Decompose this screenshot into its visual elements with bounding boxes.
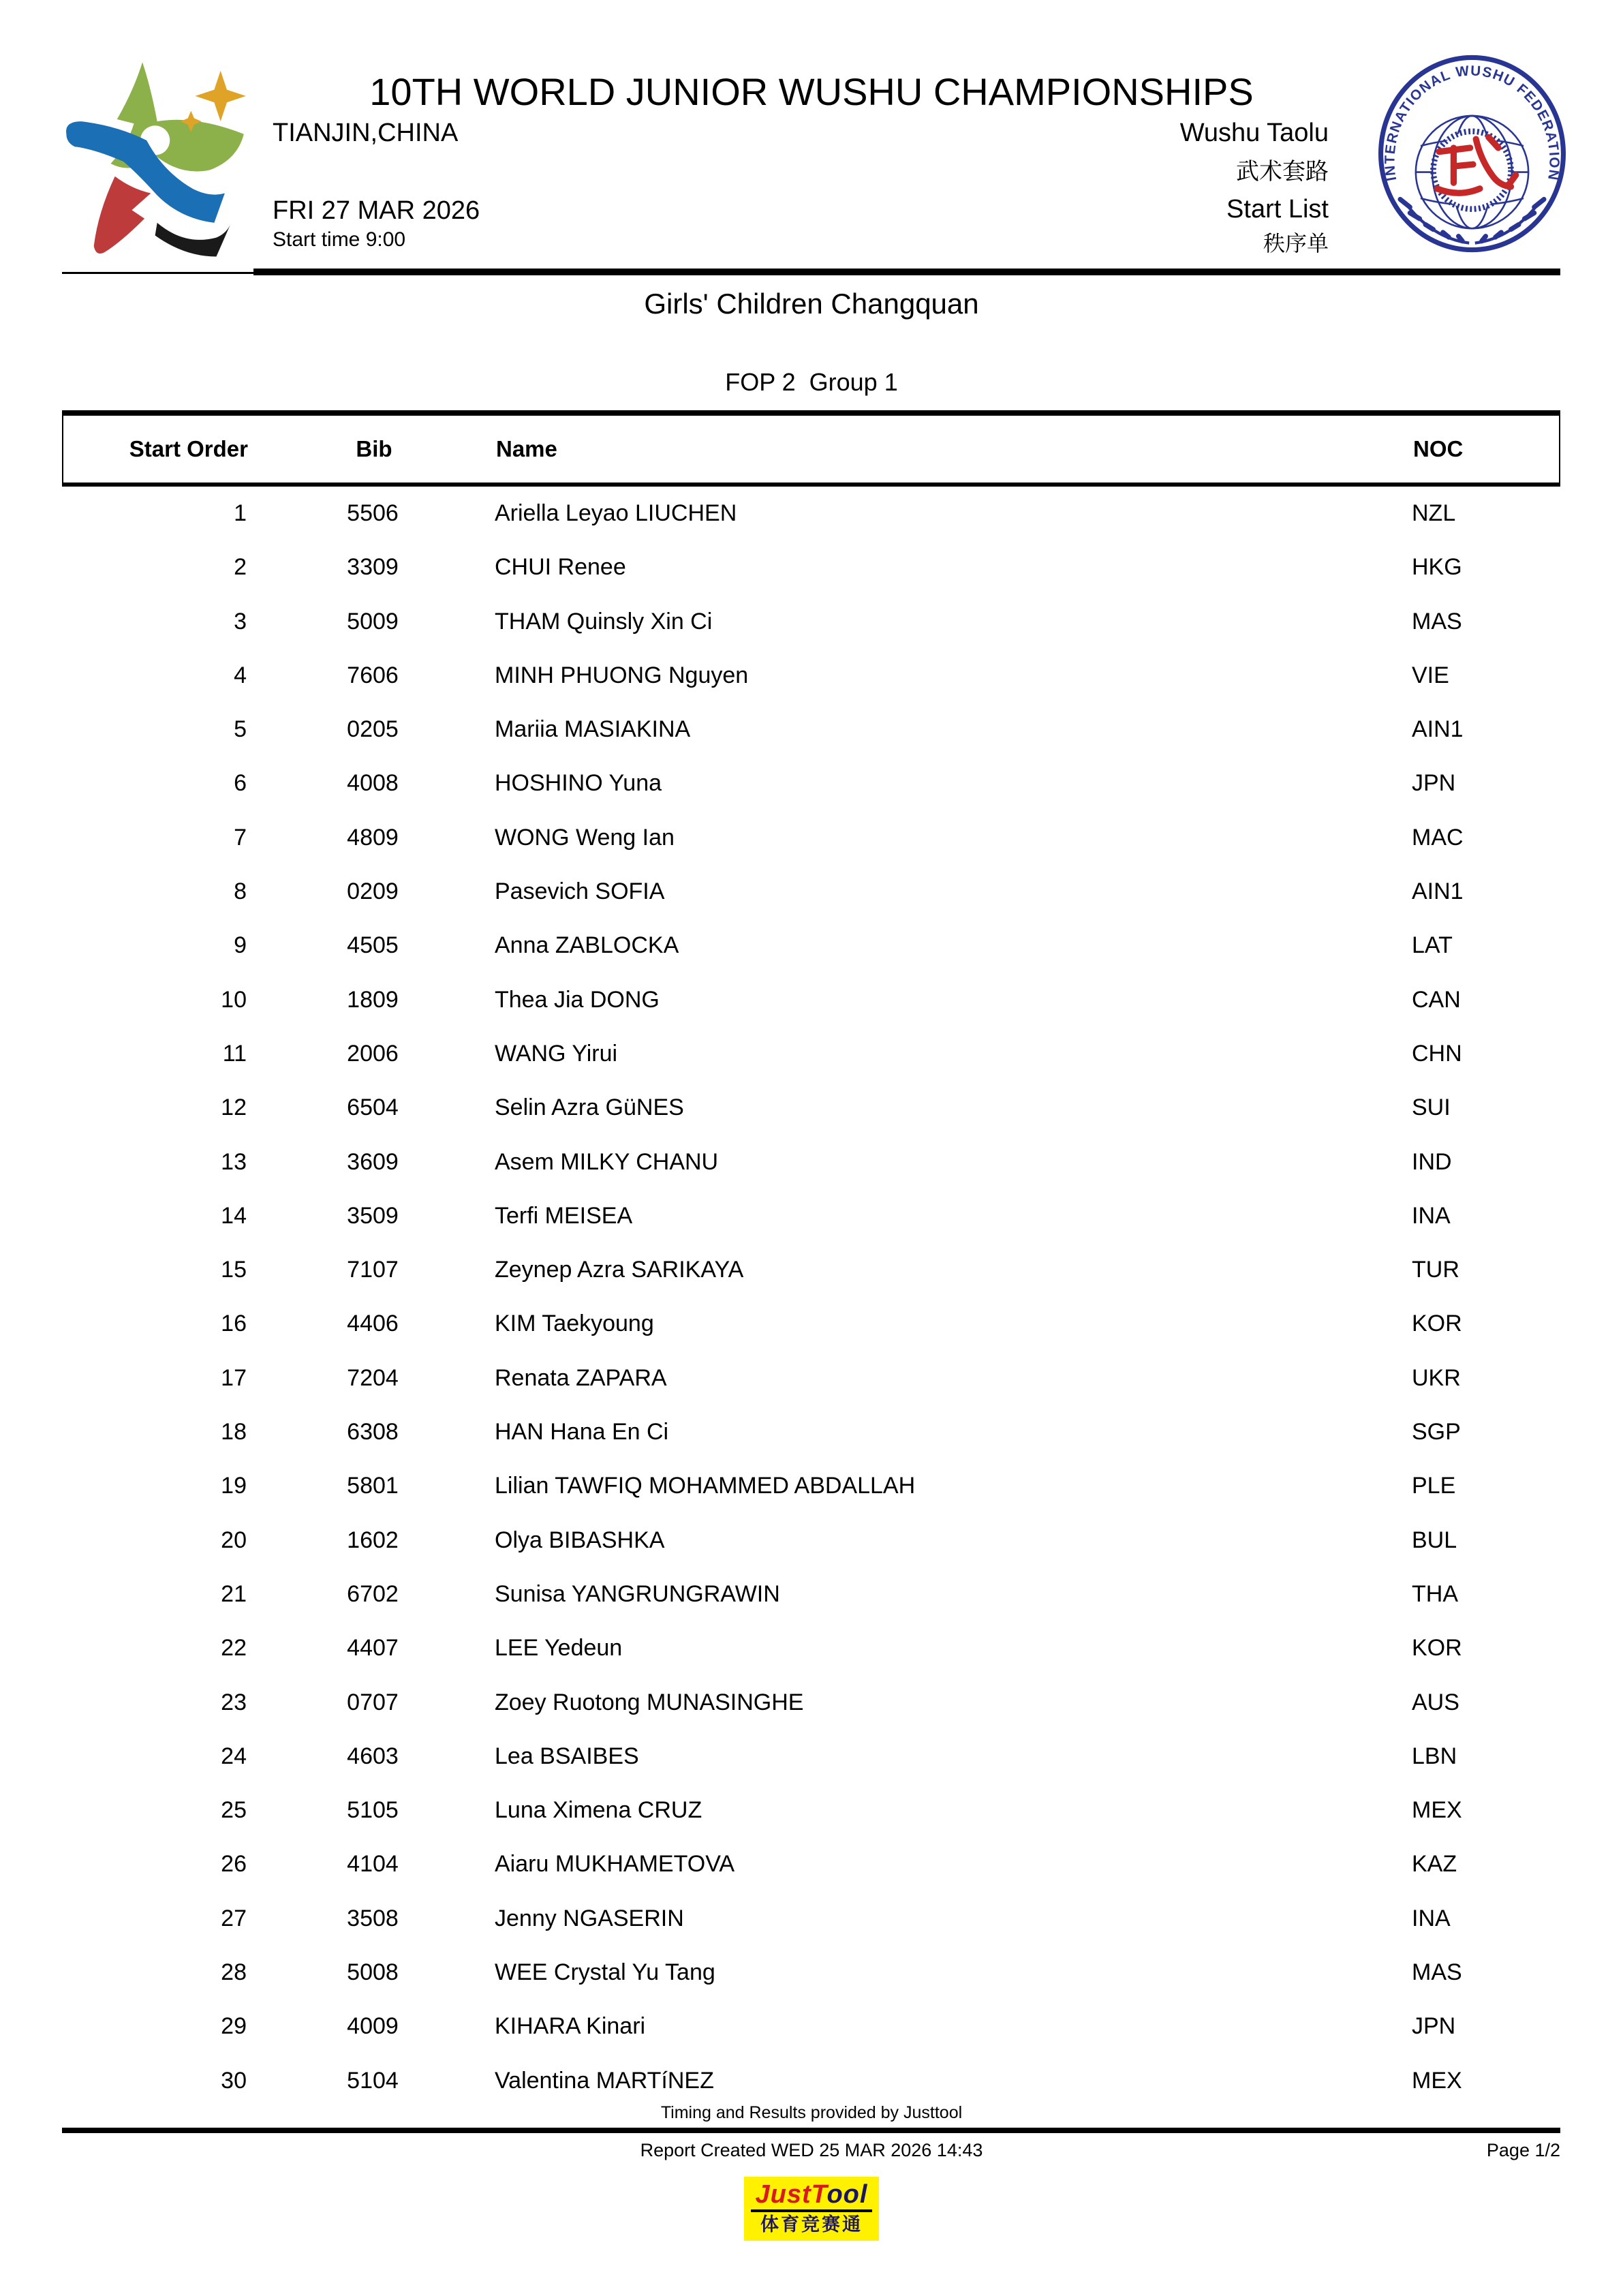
cell-order: 27 — [221, 1905, 247, 1931]
cell-name: Ariella Leyao LIUCHEN — [495, 500, 737, 526]
cell-noc: MEX — [1412, 2067, 1462, 2094]
cell-order: 16 — [221, 1311, 247, 1337]
cell-bib: 6308 — [347, 1419, 399, 1445]
discipline-en: Wushu Taolu — [1179, 119, 1329, 147]
table-row — [62, 919, 1560, 973]
cell-order: 29 — [221, 2013, 247, 2040]
cell-name: Terfi MEISEA — [495, 1202, 633, 1229]
cell-bib: 4104 — [347, 1851, 399, 1878]
cell-bib: 1602 — [347, 1527, 399, 1553]
cell-order: 8 — [234, 878, 247, 905]
cell-bib: 4009 — [347, 2013, 399, 2040]
cell-order: 10 — [221, 986, 247, 1013]
cell-bib: 4407 — [347, 1635, 399, 1662]
table-row — [62, 1297, 1560, 1351]
cell-noc: AIN1 — [1412, 878, 1464, 905]
cell-noc: MEX — [1412, 1797, 1462, 1824]
table-row — [62, 703, 1560, 756]
cell-order: 4 — [234, 662, 247, 688]
cell-name: WANG Yirui — [495, 1040, 618, 1067]
table-header — [62, 410, 1560, 487]
event-title: Girls' Children Changquan — [644, 288, 979, 320]
cell-order: 23 — [221, 1689, 247, 1715]
table-row — [62, 649, 1560, 703]
table-row — [62, 1405, 1560, 1459]
cell-order: 12 — [221, 1095, 247, 1121]
cell-bib: 5105 — [347, 1797, 399, 1824]
cell-name: HOSHINO Yuna — [495, 770, 662, 797]
cell-name: Thea Jia DONG — [495, 986, 660, 1013]
cell-name: KIM Taekyoung — [495, 1311, 654, 1337]
table-row — [62, 1243, 1560, 1297]
cell-name: Luna Ximena CRUZ — [495, 1797, 702, 1824]
cell-noc: HKG — [1412, 554, 1462, 581]
cell-bib: 3508 — [347, 1905, 399, 1931]
cell-order: 20 — [221, 1527, 247, 1553]
cell-noc: KAZ — [1412, 1851, 1457, 1878]
table-row — [62, 756, 1560, 810]
cell-noc: MAS — [1412, 1959, 1462, 1986]
cell-noc: JPN — [1412, 2013, 1456, 2040]
cell-bib: 6702 — [347, 1580, 399, 1607]
cell-bib: 7606 — [347, 662, 399, 688]
table-row — [62, 1514, 1560, 1567]
page-number: Page 1/2 — [1486, 2140, 1560, 2160]
cell-noc: AUS — [1412, 1689, 1459, 1715]
page-title: 10TH WORLD JUNIOR WUSHU CHAMPIONSHIPS — [369, 70, 1254, 113]
iwuf-logo — [1375, 53, 1569, 254]
start-time: Start time 9:00 — [273, 228, 406, 251]
cell-order: 7 — [234, 824, 247, 851]
cell-name: Pasevich SOFIA — [495, 878, 665, 905]
cell-order: 18 — [221, 1419, 247, 1445]
cell-bib: 3509 — [347, 1202, 399, 1229]
justtool-chinese: 体育竞赛通 — [760, 2214, 863, 2235]
cell-name: Selin Azra GüNES — [495, 1095, 684, 1121]
cell-bib: 7204 — [347, 1364, 399, 1391]
cell-name: Renata ZAPARA — [495, 1364, 667, 1391]
cell-order: 13 — [221, 1148, 247, 1175]
cell-name: Anna ZABLOCKA — [495, 932, 679, 959]
cell-noc: LAT — [1412, 932, 1453, 959]
cell-bib: 4008 — [347, 770, 399, 797]
cell-bib: 3309 — [347, 554, 399, 581]
cell-noc: UKR — [1412, 1364, 1461, 1391]
cell-noc: CAN — [1412, 986, 1461, 1013]
event-location: TIANJIN,CHINA — [273, 119, 459, 147]
table-row — [62, 595, 1560, 649]
cell-order: 24 — [221, 1743, 247, 1769]
cell-name: KIHARA Kinari — [495, 2013, 646, 2040]
cell-name: MINH PHUONG Nguyen — [495, 662, 749, 688]
doc-type-zh: 秩序单 — [1263, 231, 1329, 256]
cell-name: Sunisa YANGRUNGRAWIN — [495, 1580, 780, 1607]
footer-divider — [62, 2128, 1560, 2133]
table-row — [62, 1784, 1560, 1837]
cell-order: 2 — [234, 554, 247, 581]
session-label: FOP 2 Group 1 — [725, 368, 898, 396]
header-divider-thin — [62, 272, 253, 274]
cell-name: Lilian TAWFIQ MOHAMMED ABDALLAH — [495, 1473, 916, 1499]
cell-noc: VIE — [1412, 662, 1449, 688]
cell-order: 6 — [234, 770, 247, 797]
cell-noc: INA — [1412, 1905, 1451, 1931]
cell-order: 3 — [234, 608, 247, 634]
cell-order: 25 — [221, 1797, 247, 1824]
cell-noc: LBN — [1412, 1743, 1457, 1769]
cell-name: Olya BIBASHKA — [495, 1527, 665, 1553]
start-list-rows — [62, 487, 1560, 2108]
cell-order: 28 — [221, 1959, 247, 1986]
cell-bib: 0209 — [347, 878, 399, 905]
cell-name: WONG Weng Ian — [495, 824, 675, 851]
table-row — [62, 1027, 1560, 1081]
justtool-logo — [744, 2177, 879, 2241]
cell-noc: CHN — [1412, 1040, 1462, 1067]
table-row — [62, 811, 1560, 865]
report-created: Report Created WED 25 MAR 2026 14:43 — [640, 2140, 983, 2160]
cell-noc: MAC — [1412, 824, 1464, 851]
cell-noc: SUI — [1412, 1095, 1451, 1121]
cell-order: 9 — [234, 932, 247, 959]
cell-order: 11 — [222, 1040, 247, 1067]
table-row — [62, 2054, 1560, 2108]
cell-bib: 7107 — [347, 1257, 399, 1283]
table-row — [62, 1946, 1560, 2000]
cell-name: Mariia MASIAKINA — [495, 716, 691, 743]
justtool-rule — [751, 2209, 872, 2212]
cell-bib: 4406 — [347, 1311, 399, 1337]
cell-order: 19 — [221, 1473, 247, 1499]
cell-noc: PLE — [1412, 1473, 1456, 1499]
cell-order: 15 — [221, 1257, 247, 1283]
cell-name: Asem MILKY CHANU — [495, 1148, 719, 1175]
discipline-zh: 武术套路 — [1236, 159, 1329, 185]
cell-name: Zoey Ruotong MUNASINGHE — [495, 1689, 804, 1715]
cell-noc: IND — [1412, 1148, 1452, 1175]
table-row — [62, 1837, 1560, 1891]
cell-bib: 5801 — [347, 1473, 399, 1499]
table-row — [62, 487, 1560, 540]
table-row — [62, 1135, 1560, 1189]
table-row — [62, 865, 1560, 919]
doc-type-en: Start List — [1226, 195, 1329, 224]
cell-noc: TUR — [1412, 1257, 1459, 1283]
table-row — [62, 1567, 1560, 1621]
cell-name: WEE Crystal Yu Tang — [495, 1959, 715, 1986]
column-header-noc: NOC — [1413, 436, 1464, 461]
cell-bib: 5104 — [347, 2067, 399, 2094]
column-header-name: Name — [496, 436, 557, 461]
justtool-word-blue: ool — [826, 2180, 868, 2209]
cell-noc: AIN1 — [1412, 716, 1464, 743]
cell-bib: 6504 — [347, 1095, 399, 1121]
table-row — [62, 2000, 1560, 2053]
cell-name: Lea BSAIBES — [495, 1743, 639, 1769]
cell-noc: BUL — [1412, 1527, 1457, 1553]
table-row — [62, 1351, 1560, 1405]
column-header-bib: Bib — [356, 436, 392, 461]
cell-bib: 1809 — [347, 986, 399, 1013]
table-row — [62, 1676, 1560, 1730]
cell-bib: 5506 — [347, 500, 399, 526]
table-row — [62, 1730, 1560, 1784]
cell-order: 14 — [221, 1202, 247, 1229]
cell-order: 30 — [221, 2067, 247, 2094]
cell-noc: KOR — [1412, 1635, 1462, 1662]
cell-bib: 4505 — [347, 932, 399, 959]
cell-noc: THA — [1412, 1580, 1458, 1607]
cell-name: Jenny NGASERIN — [495, 1905, 684, 1931]
justtool-word-red: JustT — [755, 2180, 827, 2209]
cell-name: HAN Hana En Ci — [495, 1419, 669, 1445]
cell-bib: 4809 — [347, 824, 399, 851]
cell-noc: KOR — [1412, 1311, 1462, 1337]
cell-bib: 5008 — [347, 1959, 399, 1986]
cell-bib: 0707 — [347, 1689, 399, 1715]
cell-bib: 4603 — [347, 1743, 399, 1769]
iwuf-ring-text: INTERNATIONAL WUSHU FEDERATION — [1382, 63, 1562, 183]
table-row — [62, 540, 1560, 594]
cell-noc: NZL — [1412, 500, 1456, 526]
cell-order: 17 — [221, 1364, 247, 1391]
cell-bib: 2006 — [347, 1040, 399, 1067]
cell-order: 5 — [234, 716, 247, 743]
cell-noc: INA — [1412, 1202, 1451, 1229]
table-row — [62, 973, 1560, 1027]
cell-noc: MAS — [1412, 608, 1462, 634]
cell-bib: 5009 — [347, 608, 399, 634]
table-row — [62, 1081, 1560, 1135]
cell-name: Zeynep Azra SARIKAYA — [495, 1257, 744, 1283]
cell-name: Valentina MARTíNEZ — [495, 2067, 714, 2094]
column-header-start-order: Start Order — [129, 436, 248, 461]
cell-bib: 3609 — [347, 1148, 399, 1175]
table-row — [62, 1189, 1560, 1243]
table-row — [62, 1459, 1560, 1513]
cell-noc: SGP — [1412, 1419, 1461, 1445]
cell-name: CHUI Renee — [495, 554, 626, 581]
header-divider-thick — [253, 269, 1560, 275]
cell-order: 1 — [234, 500, 247, 526]
cell-name: LEE Yedeun — [495, 1635, 623, 1662]
cell-order: 21 — [221, 1580, 247, 1607]
table-row — [62, 1621, 1560, 1675]
event-date: FRI 27 MAR 2026 — [273, 196, 480, 225]
cell-noc: JPN — [1412, 770, 1456, 797]
iwuf-globe-core — [1434, 132, 1511, 209]
cell-order: 26 — [221, 1851, 247, 1878]
cell-order: 22 — [221, 1635, 247, 1662]
cell-name: Aiaru MUKHAMETOVA — [495, 1851, 735, 1878]
table-row — [62, 1892, 1560, 1946]
cell-name: THAM Quinsly Xin Ci — [495, 608, 713, 634]
cell-bib: 0205 — [347, 716, 399, 743]
timing-note: Timing and Results provided by Justtool — [660, 2103, 963, 2122]
